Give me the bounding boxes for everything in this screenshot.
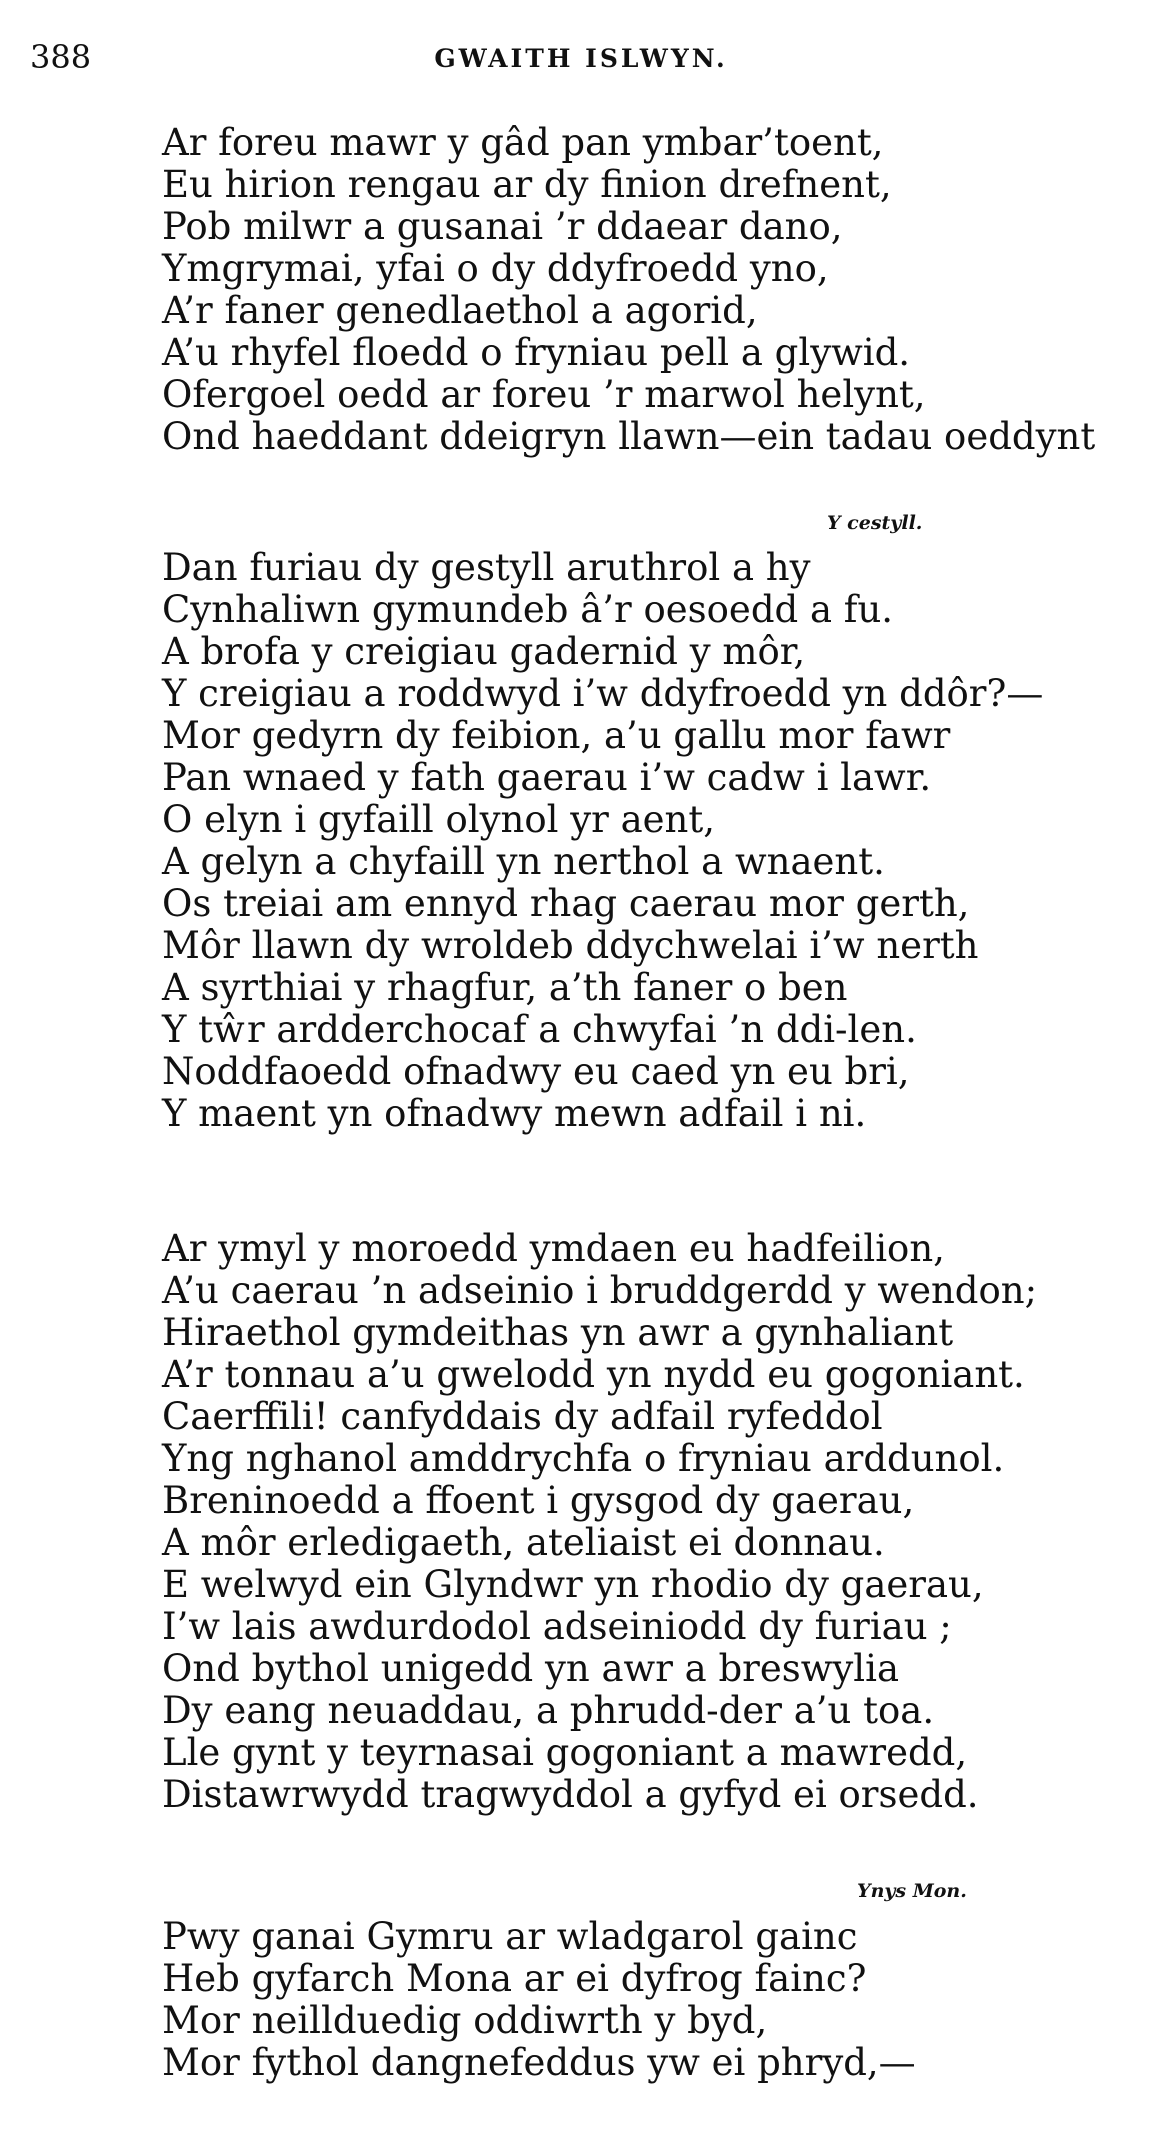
poem-line: Ar foreu mawr y gâd pan ymbar’toent, [162, 121, 884, 164]
poem-line: A’u rhyfel floedd o fryniau pell a glywid. [162, 331, 911, 374]
poem-line: Eu hirion rengau ar dy finion drefnent, [162, 163, 892, 206]
poem-line: Pwy ganai Gymru ar wladgarol gainc [162, 1915, 858, 1958]
stanza-3 [162, 1228, 1037, 1816]
poem-line: Caerffili! canfyddais dy adfail ryfeddol [162, 1395, 883, 1438]
poem-line: Distawrwydd tragwyddol a gyfyd ei orsedd. [162, 1773, 979, 1816]
poem-line: A brofa y creigiau gadernid y môr, [162, 630, 806, 673]
poem-line: Môr llawn dy wroldeb ddychwelai i’w nerth [162, 924, 979, 967]
poem-line: Mor gedyrn dy feibion, a’u gallu mor fawr [162, 714, 951, 757]
poem-line: Ofergoel oedd ar foreu ’r marwol helynt, [162, 373, 926, 416]
poem-line: Hiraethol gymdeithas yn awr a gynhaliant [162, 1311, 954, 1354]
stanza-4 [162, 1916, 916, 2084]
stanza-1 [162, 122, 1095, 458]
poem-line: A gelyn a chyfaill yn nerthol a wnaent. [162, 840, 885, 883]
poem-line: Ond haeddant ddeigryn llawn—ein tadau oeddynt [162, 415, 1096, 458]
poem-line: A môr erledigaeth, ateliaist ei donnau. [162, 1521, 885, 1564]
poem-line: O elyn i gyfaill olynol yr aent, [162, 798, 715, 841]
section-subheading: Ynys Mon. [857, 1880, 967, 1902]
poem-line: E welwyd ein Glyndwr yn rhodio dy gaerau, [162, 1563, 984, 1606]
poem-line: Yng nghanol amddrychfa o fryniau arddunol. [162, 1437, 1005, 1480]
poem-line: Y tŵr ardderchocaf a chwyfai ’n ddi-len. [162, 1008, 917, 1051]
poem-line: A’u caerau ’n adseinio i bruddgerdd y wendon; [162, 1269, 1038, 1312]
poem-line: Y maent yn ofnadwy mewn adfail i ni. [162, 1092, 867, 1135]
poem-line: I’w lais awdurdodol adseiniodd dy furiau ; [162, 1605, 952, 1648]
poem-line: A’r faner genedlaethol a agorid, [162, 289, 758, 332]
poem-line: Ar ymyl y moroedd ymdaen eu hadfeilion, [162, 1227, 945, 1270]
poem-line: Cynhaliwn gymundeb â’r oesoedd a fu. [162, 588, 894, 631]
poem-line: Pan wnaed y fath gaerau i’w cadw i lawr. [162, 756, 932, 799]
poem-line: Dy eang neuaddau, a phrudd-der a’u toa. [162, 1689, 935, 1732]
running-title: GWAITH ISLWYN. [434, 44, 728, 73]
poem-line: Os treiai am ennyd rhag caerau mor gerth, [162, 882, 970, 925]
poem-line: A syrthiai y rhagfur, a’th faner o ben [162, 966, 848, 1009]
poem-line: Y creigiau a roddwyd i’w ddyfroedd yn ddôr?— [162, 672, 1044, 715]
poem-line: A’r tonnau a’u gwelodd yn nydd eu gogoniant. [162, 1353, 1025, 1396]
poem-line: Lle gynt y teyrnasai gogoniant a mawredd, [162, 1731, 968, 1774]
poem-line: Mor neillduedig oddiwrth y byd, [162, 1999, 768, 2042]
poem-line: Ymgrymai, yfai o dy ddyfroedd yno, [162, 247, 829, 290]
section-subheading: Y cestyll. [827, 512, 923, 534]
poem-line: Breninoedd a ffoent i gysgod dy gaerau, [162, 1479, 915, 1522]
stanza-2 [162, 547, 1043, 1135]
poem-line: Noddfaoedd ofnadwy eu caed yn eu bri, [162, 1050, 910, 1093]
poem-line: Pob milwr a gusanai ’r ddaear dano, [162, 205, 843, 248]
poem-line: Dan furiau dy gestyll aruthrol a hy [162, 546, 811, 589]
page-number: 388 [30, 38, 92, 76]
poem-line: Mor fythol dangnefeddus yw ei phryd,— [162, 2041, 916, 2084]
poem-line: Ond bythol unigedd yn awr a breswylia [162, 1647, 900, 1690]
poem-line: Heb gyfarch Mona ar ei dyfrog fainc? [162, 1957, 867, 2000]
